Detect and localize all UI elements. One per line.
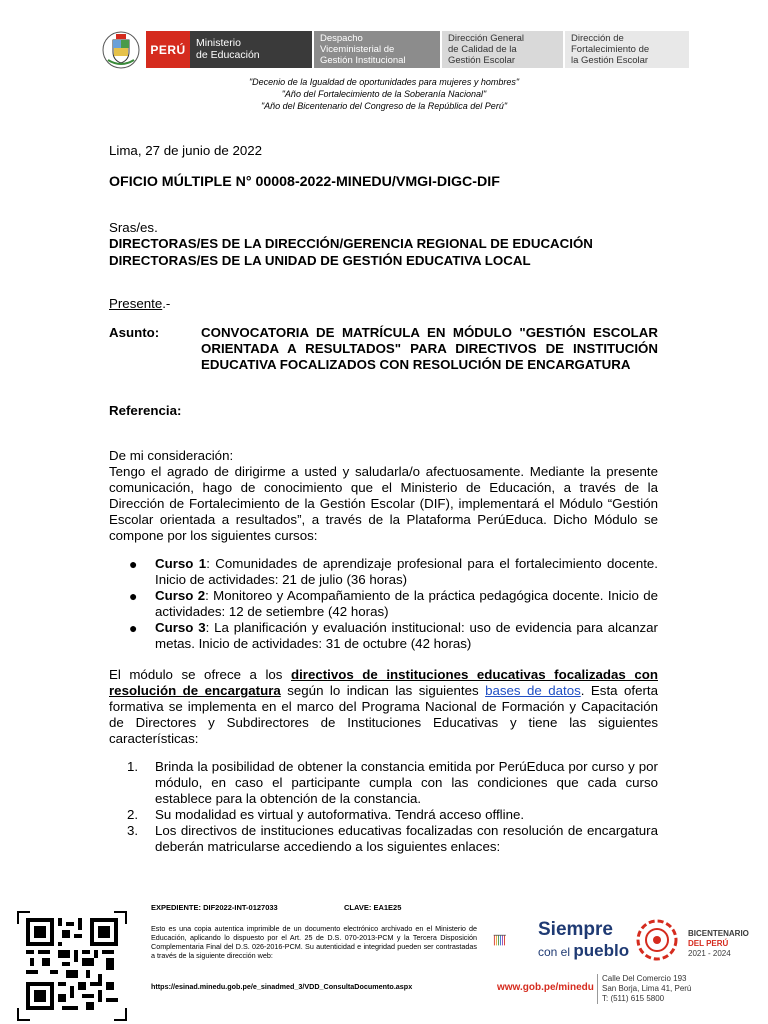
course-label: Curso 2 xyxy=(155,588,206,603)
vice-ministry-box xyxy=(314,31,440,68)
presente-word: Presente xyxy=(109,296,163,311)
asunto-label: Asunto: xyxy=(109,325,160,340)
vice-line2: Viceministerial de xyxy=(320,44,395,55)
ministry-line1: Ministerio xyxy=(196,37,241,49)
expediente: EXPEDIENTE: DIF2022-INT-0127033 xyxy=(151,903,278,912)
peru-coat-of-arms-icon xyxy=(100,30,142,70)
course-item xyxy=(155,620,658,652)
dif-box xyxy=(565,31,689,68)
vice-line3: Gestión Institucional xyxy=(320,55,406,66)
siempre-text: Siempre xyxy=(538,919,613,940)
siempre-con-el-pueblo-logo-icon xyxy=(493,918,537,964)
bullet-icon: ● xyxy=(129,556,138,572)
course-label: Curso 1 xyxy=(155,556,207,571)
con-el-pueblo-text xyxy=(538,941,629,961)
item-number: 1. xyxy=(127,759,139,774)
presente-suffix: .- xyxy=(162,296,171,311)
paragraph-2 xyxy=(109,667,658,747)
presente xyxy=(109,296,170,312)
feature-item: Los directivos de instituciones educativas focalizadas con resolución de encargatura deberán matricularse accediendo a los siguientes enlaces: xyxy=(155,823,658,854)
dif-line2: Fortalecimiento de xyxy=(571,44,650,55)
course-text: : Comunidades de aprendizaje profesional para el fortalecimiento docente. Inicio de actividades: 21 de julio (36 horas) xyxy=(155,556,658,587)
paragraph-1: Tengo el agrado de dirigirme a usted y saludarla/o afectuosamente. Mediante la presente comunicación, hago de conocimiento que el Ministerio de Educación, a través de la Dirección de Fortalecimiento de la Gestión Escolar (DIF), implementará el Módulo “Gestión Escolar orientada a resultados”, a través de la Plataforma PerúEduca. Dicho Módulo se compone por los siguientes cursos: xyxy=(109,464,658,543)
ministry-logo xyxy=(190,31,312,68)
bicentenario-logo-icon xyxy=(633,918,685,964)
slogan-1: "Decenio de la Igualdad de oportunidades para mujeres y hombres" xyxy=(248,77,520,87)
feature-item: Su modalidad es virtual y autoformativa. Tendrá acceso offline. xyxy=(155,807,525,822)
bicent-line1: BICENTENARIO xyxy=(688,929,749,938)
dgc-line3: Gestión Escolar xyxy=(448,55,516,66)
vice-line1: Despacho xyxy=(320,33,363,44)
con-el-text: con el xyxy=(538,945,574,959)
item-number: 3. xyxy=(127,823,139,838)
recipient-1: DIRECTORAS/ES DE LA DIRECCIÓN/GERENCIA REGIONAL DE EDUCACIÓN xyxy=(109,236,593,251)
ministry-line2: de Educación xyxy=(196,49,260,61)
item-number: 2. xyxy=(127,807,139,822)
para2-text-b: según lo indican las siguientes xyxy=(280,683,486,698)
para2-text-c: . Esta oferta formativa se implementa en el marco del Programa Nacional de Formación y Capacitación de Directores y Subdirectores de Instituciones Educativas y tiene las siguientes características: xyxy=(109,683,658,746)
dif-line3: la Gestión Escolar xyxy=(571,55,649,66)
dif-line1: Dirección de xyxy=(571,33,624,44)
peru-logo xyxy=(146,31,190,68)
consideracion: De mi consideración: xyxy=(109,448,234,463)
asunto-text: CONVOCATORIA DE MATRÍCULA EN MÓDULO "GESTIÓN ESCOLAR ORIENTADA A RESULTADOS" PARA DIRECTIVOS DE INSTITUCIÓN EDUCATIVA FOCALIZADOS CON RESOLUCIÓN DE ENCARGATURA xyxy=(201,325,658,372)
salutation-sras: Sras/es. xyxy=(109,220,158,235)
peru-label: PERÚ xyxy=(150,42,186,57)
authenticity-notice: Esto es una copia autentica imprimible de un documento electrónico archivado en el Ministerio de Educación, aplicando lo dispuesto por el Art. 25 de D.S. 070-2013-PCM y la Tercera Disposición Complementaria Final del D.S. 026-2016-PCM. Su autenticidad e integridad pueden ser contrastadas a través de la siguiente dirección web: xyxy=(151,924,477,960)
slogan-3: "Año del Bicentenario del Congreso de la República del Perú" xyxy=(260,101,508,111)
address-line3: T: (511) 615 5800 xyxy=(602,994,665,1003)
dgc-line1: Dirección General xyxy=(448,33,525,44)
recipient-2: DIRECTORAS/ES DE LA UNIDAD DE GESTIÓN EDUCATIVA LOCAL xyxy=(109,253,531,268)
address-block xyxy=(597,974,691,1004)
course-item xyxy=(155,588,658,620)
course-item xyxy=(155,556,658,588)
feature-item: Brinda la posibilidad de obtener la constancia emitida por PerúEduca por curso y por módulo, en caso el participante cumpla con las condiciones que cada curso establece para la obtención de la constancia. xyxy=(155,759,658,806)
bases-de-datos-link[interactable]: bases de datos xyxy=(485,683,581,698)
address-line1: Calle Del Comercio 193 xyxy=(602,974,687,983)
address-line2: San Borja, Lima 41, Perú xyxy=(602,984,692,993)
bicentenario-text xyxy=(688,929,749,959)
oficio-number: OFICIO MÚLTIPLE N° 00008-2022-MINEDU/VMGI-DIGC-DIF xyxy=(109,174,500,190)
clave: CLAVE: EA1E25 xyxy=(344,903,402,912)
course-text: : La planificación y evaluación institucional: uso de evidencia para alcanzar metas. Inicio de actividades: 31 de octubre (42 horas) xyxy=(155,620,658,651)
para2-text-a: El módulo se ofrece a los xyxy=(109,667,291,682)
slogan-2: "Año del Fortalecimiento de la Soberanía Nacional" xyxy=(281,89,487,99)
dgc-box xyxy=(442,31,563,68)
course-text: : Monitoreo y Acompañamiento de la práctica pedagógica docente. Inicio de actividades: 12 de setiembre (42 horas) xyxy=(155,588,658,619)
gob-pe-link[interactable]: www.gob.pe/minedu xyxy=(497,982,594,993)
course-label: Curso 3 xyxy=(155,620,206,635)
bicent-line2: DEL PERÚ xyxy=(688,939,729,948)
referencia-label: Referencia: xyxy=(109,403,182,418)
bullet-icon: ● xyxy=(129,620,138,636)
bicent-line3: 2021 - 2024 xyxy=(688,949,731,958)
header-slogans xyxy=(0,76,768,112)
qr-code-icon xyxy=(26,918,118,1010)
letter-date: Lima, 27 de junio de 2022 xyxy=(109,143,263,158)
pueblo-text: pueblo xyxy=(573,941,630,960)
dgc-line2: de Calidad de la xyxy=(448,44,517,55)
para2-emphasis: directivos de instituciones educativas focalizadas con resolución de encargatura xyxy=(109,667,658,698)
bullet-icon: ● xyxy=(129,588,138,604)
verification-url[interactable]: https://esinad.minedu.gob.pe/e_sinadmed_3/VDD_ConsultaDocumento.aspx xyxy=(151,982,413,991)
